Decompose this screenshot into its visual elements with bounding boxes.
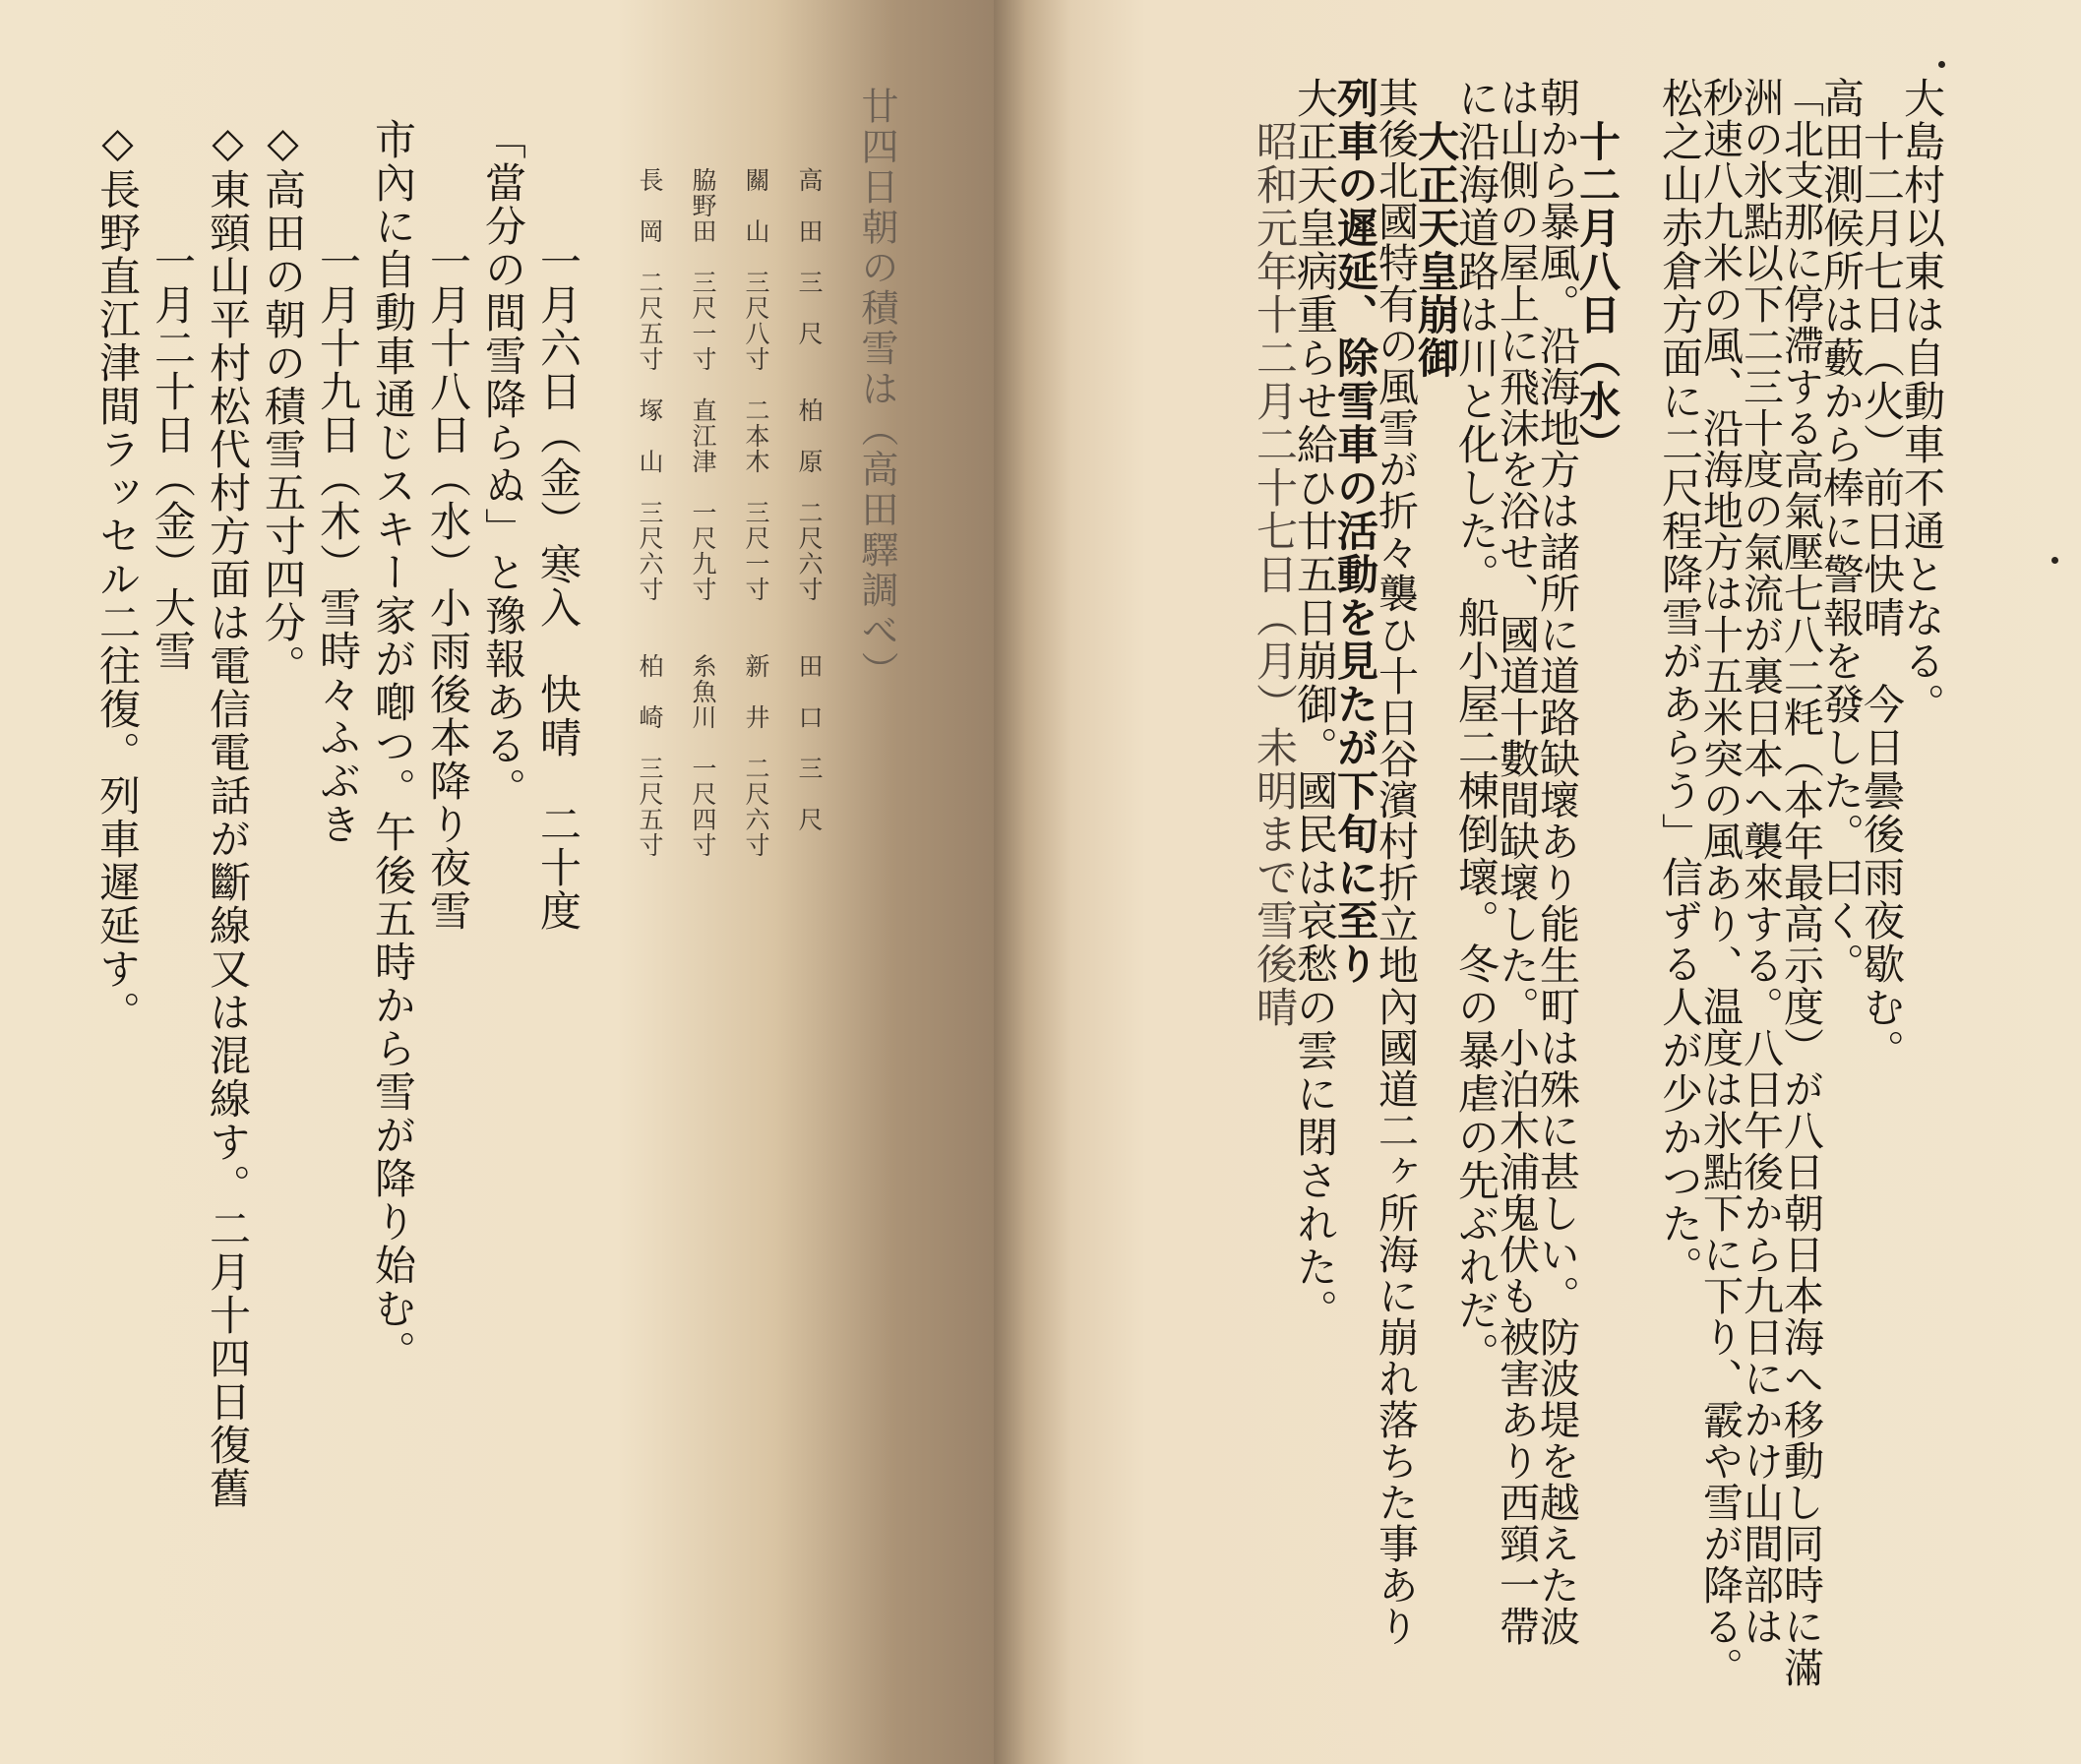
section-heading: 大正天皇崩御 bbox=[1412, 77, 1460, 380]
text-line: 大正天皇病重らせ給ひ廿五日崩御。國民は哀愁の雲に閉された。 bbox=[1291, 77, 1339, 1332]
table-column: 脇野田 三尺一寸 直江津 一尺九寸 糸魚川 一尺四寸 bbox=[689, 167, 717, 858]
date-heading: 一月十八日（水）小雨後本降り夜雪 bbox=[424, 197, 472, 933]
ink-speck bbox=[2051, 557, 2058, 564]
text-line: 高田測候所は藪から棒に警報を發した。曰く。 bbox=[1817, 77, 1866, 986]
text-line: 大島村以東は自動車不通となる。 bbox=[1898, 77, 1946, 726]
date-heading: 一月二十日（金）大雪 bbox=[149, 197, 197, 673]
text-line: 洲の氷點以下二三十度の氣流が裏日本へ襲來する。八日午後から九日にかけ山間部は bbox=[1737, 77, 1784, 1647]
date-heading: 昭和元年十二月二十七日（月）未明まで雪後晴 bbox=[1251, 77, 1299, 1029]
date-heading: 十二月七日（火）前日快晴 今日曇後雨夜歇む。 bbox=[1858, 77, 1906, 1072]
table-title: 廿四日朝の積雪は（高田驛調べ） bbox=[855, 87, 898, 692]
text-line: 松之山赤倉方面に二尺程降雪があらう」信ずる人が少かつた。 bbox=[1656, 77, 1704, 1289]
text-line: ◇東頸山平村松代村方面は電信電話が斷線又は混線す。二月十四日復舊 bbox=[204, 118, 252, 1510]
text-line: は山側の屋上に飛沫を浴せ、國道十數間缺壞した。小泊木浦鬼伏も被害あり西頸一帶 bbox=[1493, 77, 1540, 1647]
text-line: ◇長野直江津間ラッセル二往復。列車遲延す。 bbox=[93, 118, 142, 1034]
text-line: 其後北國特有の風雪が折々襲ひ十日谷濱村折立地內國道二ヶ所海に崩れ落ちた事あり bbox=[1372, 77, 1419, 1647]
text-line: ◇高田の朝の積雪五寸四分。 bbox=[259, 118, 307, 688]
text-line: 秒速八九米の風、沿海地方は十五米突の風あり、温度は氷點下に下り、霰や雪が降る。 bbox=[1696, 77, 1744, 1688]
table-column: 高 田 三 尺 柏 原 二尺六寸 田 口 三 尺 bbox=[795, 167, 824, 832]
text-line: 列車の遲延、除雪車の活動を見たが下旬に至り bbox=[1331, 77, 1379, 986]
table-column: 關 山 三尺八寸 二本木 三尺一寸 新 井 二尺六寸 bbox=[742, 167, 770, 858]
text-line: 市內に自動車通じスキー家が喞つ。午後五時から雪が降り始む。 bbox=[369, 118, 417, 1373]
date-heading: 一月十九日（木）雪時々ふぶき bbox=[314, 197, 362, 846]
ink-speck bbox=[1938, 61, 1945, 68]
date-heading: 十二月八日（水） bbox=[1573, 77, 1622, 466]
text-line: に沿海道路は川と化した。船小屋二棟倒壞。冬の暴虐の先ぶれだ。 bbox=[1452, 77, 1500, 1375]
text-line: 「當分の間雪降らぬ」と豫報ある。 bbox=[479, 118, 527, 811]
text-line: 朝から暴風。沿海地方は諸所に道路缺壞あり能生町は殊に甚しい。防波堤を越えた波 bbox=[1533, 77, 1580, 1647]
text-line: 「北支那に停滯する高氣壓七八二粍（本年最高示度）が八日朝日本海へ移動し同時に滿 bbox=[1777, 77, 1824, 1688]
table-column: 長 岡 二尺五寸 塚 山 三尺六寸 柏 崎 三尺五寸 bbox=[636, 167, 664, 858]
date-heading: 一月六日（金）寒入 快晴 二十度 bbox=[534, 197, 582, 933]
